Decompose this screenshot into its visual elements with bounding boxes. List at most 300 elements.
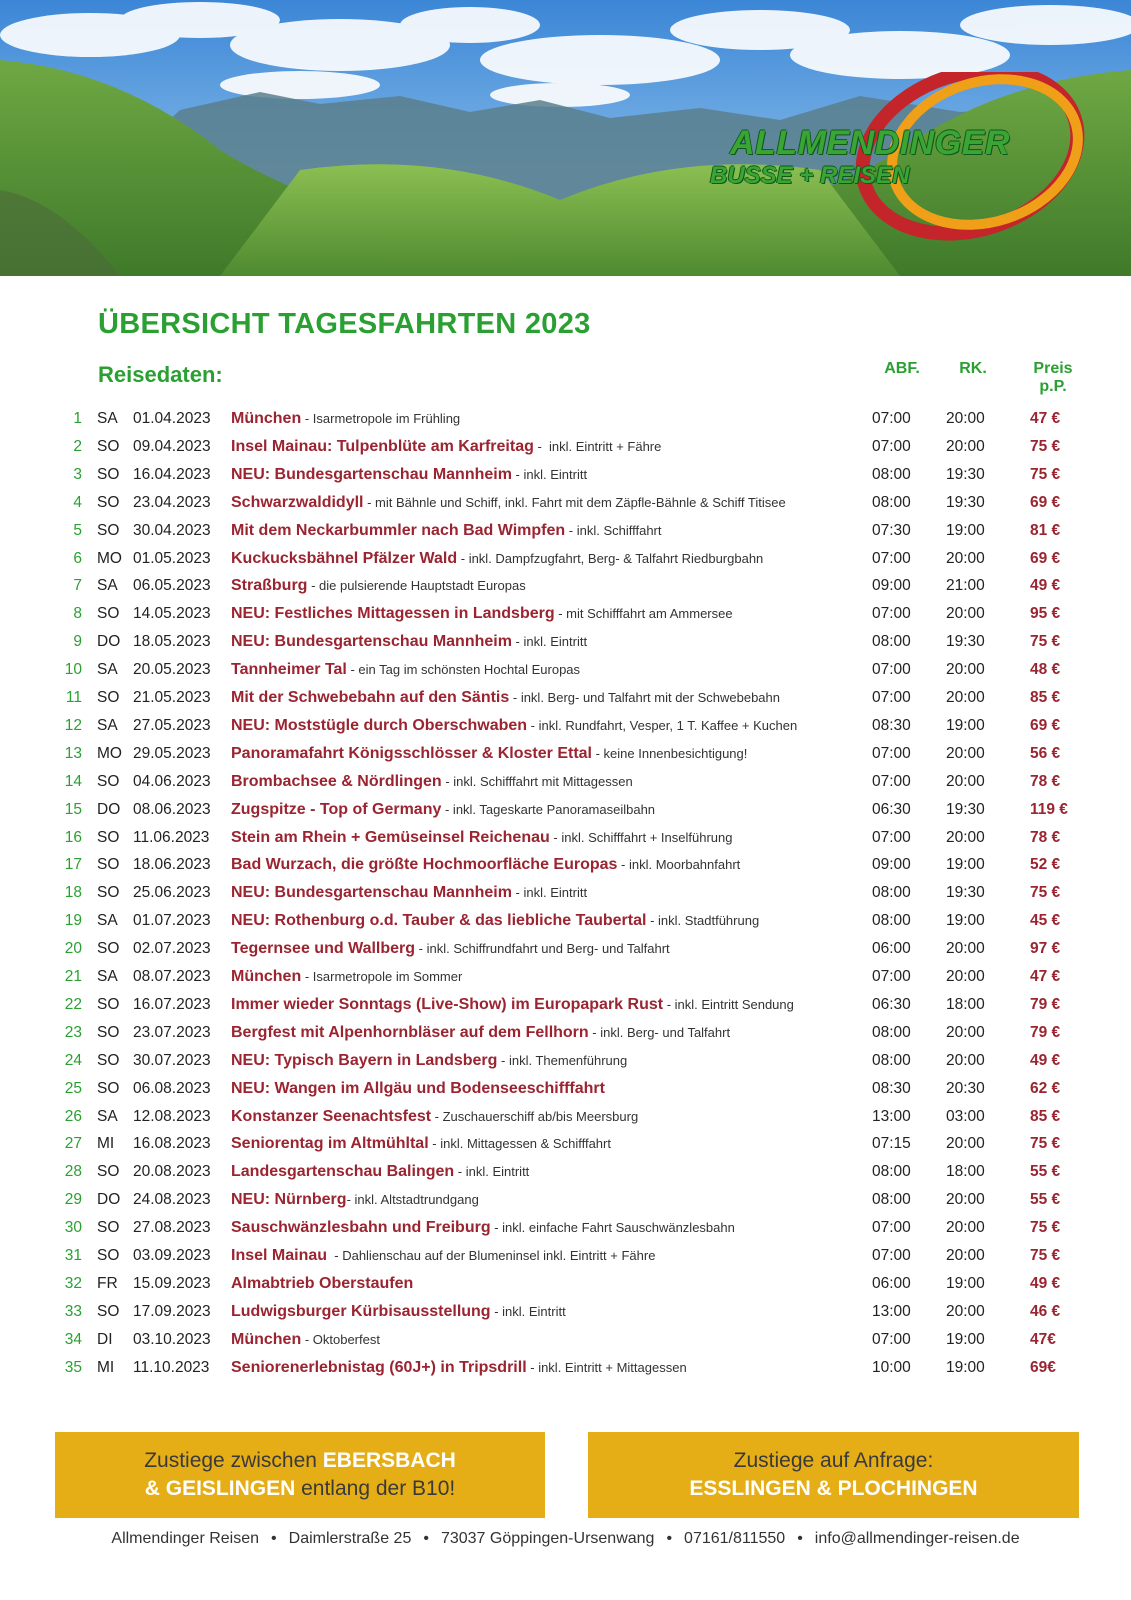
trip-date: 24.08.2023	[133, 1191, 211, 1209]
trip-date: 27.05.2023	[133, 716, 211, 734]
on-request-text: Zustiege auf Anfrage:	[733, 1449, 934, 1472]
trip-departure-time: 08:00	[872, 884, 911, 902]
trip-departure-time: 07:00	[872, 828, 911, 846]
trip-date: 01.04.2023	[133, 410, 211, 427]
trip-note: - inkl. Rundfahrt, Vesper, 1 T. Kaffee + Kuchen	[527, 717, 798, 733]
trip-price: 49 €	[1030, 1051, 1061, 1069]
trip-note: - die pulsierende Hauptstadt Europas	[307, 578, 526, 594]
trip-departure-time: 13:00	[872, 1107, 911, 1125]
trip-price: 55 €	[1030, 1191, 1061, 1209]
trip-price: 79 €	[1030, 1023, 1061, 1041]
trip-weekday: SO	[97, 828, 120, 846]
trip-weekday: DO	[97, 800, 121, 818]
table-row	[0, 628, 1131, 656]
trip-title: München	[231, 968, 302, 985]
trip-return-time: 19:30	[946, 800, 985, 818]
trip-return-time: 20:00	[946, 744, 985, 762]
trip-number: 3	[73, 465, 82, 483]
trip-price: 55 €	[1030, 1163, 1061, 1181]
trip-note: - inkl. Eintritt	[511, 634, 588, 650]
trip-title: Stein am Rhein + Gemüseinsel Reichenau	[231, 828, 550, 846]
trip-note: - inkl. Eintritt	[511, 466, 588, 482]
table-row	[0, 935, 1131, 963]
trip-note: - inkl. Berg- und Talfahrt mit der Schwebebahn	[509, 690, 780, 705]
trip-date: 27.08.2023	[133, 1219, 211, 1237]
trip-return-time: 21:00	[946, 577, 985, 595]
trip-price: 56 €	[1030, 744, 1061, 762]
trip-number: 29	[64, 1191, 82, 1209]
table-row	[0, 1270, 1131, 1298]
trip-title: Straßburg	[231, 577, 308, 595]
trip-title: NEU: Bundesgartenschau Mannheim	[231, 884, 512, 902]
trip-weekday: SO	[97, 437, 120, 455]
trip-title: NEU: Bundesgartenschau Mannheim	[231, 633, 512, 651]
footer-separator: •	[797, 1530, 803, 1547]
table-row	[0, 796, 1131, 824]
table-row	[0, 433, 1131, 461]
trip-return-time: 20:00	[946, 437, 985, 455]
trip-return-time: 20:00	[946, 828, 985, 846]
trip-note: - inkl. Eintritt + Fähre	[533, 438, 662, 454]
column-header-price: Preis p.P.	[1033, 360, 1073, 395]
trip-date: 20.05.2023	[133, 661, 211, 679]
table-row	[0, 768, 1131, 796]
trip-number: 11	[65, 689, 82, 706]
table-row	[0, 991, 1131, 1019]
trip-price: 97 €	[1030, 940, 1061, 958]
trip-date: 01.07.2023	[133, 912, 211, 930]
trip-return-time: 19:00	[946, 716, 985, 734]
trip-price: 45 €	[1030, 912, 1061, 930]
trip-departure-time: 07:00	[872, 744, 911, 762]
trip-date: 20.08.2023	[133, 1163, 211, 1181]
trip-return-time: 19:30	[946, 493, 985, 511]
trip-description	[231, 1270, 851, 1298]
table-row	[0, 517, 1131, 545]
footer-phone[interactable]: 07161/811550	[684, 1530, 786, 1547]
trip-weekday: SA	[97, 1107, 118, 1125]
trip-number: 10	[64, 661, 82, 679]
trip-price: 75 €	[1030, 1135, 1061, 1153]
trip-title: Seniorentag im Altmühltal	[231, 1135, 429, 1153]
column-header-departure: ABF.	[884, 360, 920, 377]
trip-weekday: SO	[97, 605, 120, 623]
table-row	[0, 489, 1131, 517]
trip-price: 62 €	[1030, 1079, 1061, 1097]
trip-title: München	[231, 410, 302, 427]
trip-description	[231, 684, 851, 712]
trip-weekday: SA	[97, 912, 118, 930]
trip-number: 33	[64, 1302, 82, 1320]
trip-price: 47 €	[1030, 410, 1061, 427]
table-row	[0, 1354, 1131, 1382]
trip-number: 1	[73, 410, 82, 427]
trip-price: 75 €	[1030, 465, 1061, 483]
trip-departure-time: 09:00	[872, 577, 911, 595]
trip-description	[231, 824, 851, 852]
trip-number: 34	[64, 1330, 82, 1348]
trip-title: Brombachsee & Nördlingen	[231, 772, 442, 790]
trip-note: - inkl. Eintritt	[511, 885, 588, 901]
trip-number: 31	[64, 1247, 82, 1264]
trip-number: 13	[64, 744, 82, 762]
trip-departure-time: 08:00	[872, 1051, 911, 1069]
trip-return-time: 03:00	[946, 1107, 985, 1125]
trip-date: 12.08.2023	[133, 1107, 211, 1125]
trip-return-time: 20:00	[946, 1247, 985, 1264]
trip-price: 69 €	[1030, 716, 1061, 734]
trip-return-time: 20:00	[946, 1219, 985, 1237]
trip-note: - inkl. Schifffahrt mit Mittagessen	[441, 773, 633, 789]
trip-title: München	[231, 1330, 302, 1348]
trip-price: 78 €	[1030, 828, 1061, 846]
trip-title: Insel Mainau: Tulpenblüte am Karfreitag	[231, 437, 534, 455]
trip-return-time: 19:00	[946, 1274, 985, 1292]
footer-email[interactable]: info@allmendinger-reisen.de	[814, 1530, 1020, 1547]
trip-note: - mit Schifffahrt am Ammersee	[554, 606, 733, 622]
trip-title: Immer wieder Sonntags (Live-Show) im Europapark Rust	[231, 995, 664, 1013]
trip-weekday: SA	[97, 410, 118, 427]
trip-note: - inkl. Eintritt	[454, 1164, 530, 1180]
trip-weekday: SO	[97, 465, 120, 483]
trip-weekday: SO	[97, 772, 120, 790]
trip-title: NEU: Wangen im Allgäu und Bodenseeschifffahrt	[231, 1079, 605, 1097]
trip-departure-time: 08:00	[872, 493, 911, 511]
trip-weekday: SO	[97, 884, 120, 902]
trip-date: 03.09.2023	[133, 1247, 211, 1264]
trip-departure-time: 10:00	[872, 1358, 911, 1376]
trip-price: 47 €	[1030, 968, 1061, 985]
trip-departure-time: 06:30	[872, 800, 911, 818]
boarding-highlight: & GEISLINGEN	[144, 1477, 296, 1500]
trip-weekday: DO	[97, 1191, 121, 1209]
trip-description	[231, 461, 851, 489]
trip-description	[231, 1103, 851, 1131]
trip-weekday: SO	[97, 1302, 120, 1320]
on-request-highlight: ESSLINGEN & PLOCHINGEN	[689, 1477, 978, 1500]
trip-number: 35	[64, 1358, 82, 1376]
trip-date: 21.05.2023	[133, 689, 211, 706]
trip-description	[231, 600, 851, 628]
trip-note: - keine Innenbesichtigung!	[591, 745, 748, 761]
trip-departure-time: 08:00	[872, 1163, 911, 1181]
table-row	[0, 740, 1131, 768]
trip-title: NEU: Nürnberg	[231, 1191, 347, 1209]
trip-number: 24	[64, 1051, 82, 1069]
trip-title: Landesgartenschau Balingen	[231, 1163, 455, 1181]
trip-number: 6	[73, 549, 82, 567]
table-row	[0, 1075, 1131, 1103]
trip-date: 11.06.2023	[133, 828, 210, 846]
trip-note: - inkl. Tageskarte Panoramaseilbahn	[441, 801, 656, 817]
trip-title: Tannheimer Tal	[231, 661, 347, 679]
trip-description	[231, 712, 851, 740]
page-title: ÜBERSICHT TAGESFAHRTEN 2023	[98, 308, 591, 340]
trip-description	[231, 991, 851, 1019]
trip-return-time: 20:00	[946, 772, 985, 790]
trip-return-time: 20:00	[946, 1191, 985, 1209]
trip-note: - ein Tag im schönsten Hochtal Europas	[346, 662, 581, 678]
trip-return-time: 19:00	[946, 1330, 985, 1348]
trip-price: 85 €	[1030, 1107, 1061, 1125]
trip-description	[231, 517, 851, 545]
trip-description	[231, 1214, 851, 1242]
trip-departure-time: 08:00	[872, 1191, 911, 1209]
trip-weekday: SO	[97, 940, 120, 958]
trip-number: 20	[64, 940, 82, 958]
table-row	[0, 1130, 1131, 1158]
table-row	[0, 545, 1131, 573]
table-row	[0, 824, 1131, 852]
trip-description	[231, 1242, 851, 1270]
trip-title: NEU: Bundesgartenschau Mannheim	[231, 465, 512, 483]
table-row	[0, 1103, 1131, 1131]
trip-note: - inkl. Dampfzugfahrt, Berg- & Talfahrt Riedburgbahn	[457, 550, 764, 566]
trip-number: 17	[64, 856, 82, 874]
trip-weekday: SO	[97, 1079, 120, 1097]
table-row	[0, 1186, 1131, 1214]
trip-note: - inkl. Mittagessen & Schifffahrt	[428, 1136, 611, 1152]
table-row	[0, 907, 1131, 935]
trip-note: - Isarmetropole im Sommer	[301, 969, 463, 984]
trip-weekday: MO	[97, 744, 122, 762]
on-request-info-box	[588, 1432, 1079, 1518]
trip-date: 06.05.2023	[133, 577, 211, 595]
trip-departure-time: 07:00	[872, 410, 911, 427]
trip-weekday: SO	[97, 689, 120, 706]
footer-street: Daimlerstraße 25	[288, 1530, 412, 1547]
trip-departure-time: 08:00	[872, 1023, 911, 1041]
trip-departure-time: 08:30	[872, 1079, 911, 1097]
trip-description	[231, 935, 851, 963]
trip-return-time: 20:00	[946, 689, 985, 706]
trip-number: 7	[73, 577, 82, 595]
trip-note: - inkl. Schifffahrt + Inselführung	[549, 829, 733, 845]
trip-departure-time: 07:00	[872, 605, 911, 623]
trip-price: 81 €	[1030, 521, 1061, 539]
trip-title: Bergfest mit Alpenhornbläser auf dem Fellhorn	[231, 1023, 589, 1041]
trip-weekday: DO	[97, 633, 121, 651]
trip-weekday: SO	[97, 1051, 120, 1069]
trip-date: 25.06.2023	[133, 884, 211, 902]
footer-city: 73037 Göppingen-Ursenwang	[440, 1530, 655, 1547]
trip-number: 15	[64, 800, 82, 818]
boarding-text: entlang der B10!	[295, 1477, 456, 1500]
trip-date: 04.06.2023	[133, 772, 211, 790]
trip-description	[231, 545, 851, 573]
trip-number: 2	[73, 437, 82, 455]
trip-departure-time: 07:00	[872, 689, 911, 706]
trip-price: 69 €	[1030, 549, 1061, 567]
trip-number: 26	[64, 1107, 82, 1125]
trip-note: - inkl. Stadtführung	[646, 913, 760, 929]
trip-date: 09.04.2023	[133, 437, 211, 455]
trip-date: 18.05.2023	[133, 633, 211, 651]
trip-description	[231, 628, 851, 656]
trip-number: 5	[73, 521, 82, 539]
table-row	[0, 1326, 1131, 1354]
trip-price: 46 €	[1030, 1302, 1061, 1320]
trip-note: - inkl. Berg- und Talfahrt	[588, 1024, 731, 1040]
trip-note: - Zuschauerschiff ab/bis Meersburg	[431, 1108, 639, 1124]
trip-description	[231, 656, 851, 684]
trip-description	[231, 1047, 851, 1075]
trip-number: 14	[64, 772, 82, 790]
trip-return-time: 19:00	[946, 521, 985, 539]
trip-title: Tegernsee und Wallberg	[231, 940, 416, 958]
trip-date: 16.04.2023	[133, 465, 211, 483]
trip-date: 06.08.2023	[133, 1079, 211, 1097]
trip-price: 75 €	[1030, 1247, 1061, 1264]
trip-number: 9	[73, 633, 82, 651]
trip-number: 21	[64, 968, 82, 985]
trip-price: 49 €	[1030, 577, 1061, 595]
table-row	[0, 684, 1131, 712]
trip-weekday: SA	[97, 968, 118, 985]
trip-price: 119 €	[1030, 800, 1068, 818]
trip-description	[231, 1075, 851, 1103]
trip-date: 23.07.2023	[133, 1023, 211, 1041]
table-row	[0, 1298, 1131, 1326]
table-row	[0, 712, 1131, 740]
trip-note: - inkl. Eintritt + Mittagessen	[526, 1359, 687, 1375]
trip-price: 85 €	[1030, 689, 1061, 706]
table-row	[0, 572, 1131, 600]
trip-price: 69€	[1030, 1358, 1056, 1376]
trip-price: 52 €	[1030, 856, 1061, 874]
trip-return-time: 20:00	[946, 1302, 985, 1320]
trip-departure-time: 07:00	[872, 1247, 911, 1264]
trip-description	[231, 1354, 851, 1382]
trip-note: - mit Bähnle und Schiff, inkl. Fahrt mit dem Zäpfle-Bähnle & Schiff Titisee	[363, 494, 786, 510]
trip-price: 75 €	[1030, 633, 1061, 651]
trip-weekday: SA	[97, 716, 118, 734]
trip-departure-time: 07:00	[872, 968, 911, 985]
trip-title: Insel Mainau	[231, 1247, 328, 1264]
trip-departure-time: 09:00	[872, 856, 911, 874]
trip-return-time: 20:00	[946, 410, 985, 427]
brand-logo	[700, 72, 1100, 252]
trip-description	[231, 1298, 851, 1326]
table-row	[0, 1047, 1131, 1075]
trip-return-time: 18:00	[946, 1163, 985, 1181]
trip-weekday: SO	[97, 493, 120, 511]
trip-description	[231, 405, 851, 433]
trip-return-time: 20:00	[946, 940, 985, 958]
trip-price: 69 €	[1030, 493, 1061, 511]
footer-contact	[0, 1530, 1131, 1548]
trip-number: 25	[64, 1079, 82, 1097]
trip-number: 27	[64, 1135, 82, 1153]
trip-date: 17.09.2023	[133, 1302, 211, 1320]
trip-title: Bad Wurzach, die größte Hochmoorfläche Europas	[231, 856, 618, 874]
trip-description	[231, 907, 851, 935]
trip-departure-time: 13:00	[872, 1302, 911, 1320]
trip-date: 08.07.2023	[133, 968, 211, 985]
trip-return-time: 18:00	[946, 995, 985, 1013]
trip-departure-time: 07:00	[872, 661, 911, 679]
trip-departure-time: 08:30	[872, 716, 911, 734]
trip-title: Seniorenerlebnistag (60J+) in Tripsdrill	[231, 1358, 527, 1376]
trip-price: 95 €	[1030, 605, 1061, 623]
trip-title: Sauschwänzlesbahn und Freiburg	[231, 1219, 491, 1237]
trip-departure-time: 07:00	[872, 549, 911, 567]
trip-weekday: MI	[97, 1135, 115, 1153]
boarding-info-box	[55, 1432, 545, 1518]
trip-price: 75 €	[1030, 884, 1061, 902]
trip-description	[231, 1326, 851, 1354]
trip-departure-time: 07:00	[872, 1330, 911, 1348]
brand-tagline: BUSSE + REISEN	[710, 162, 910, 189]
trip-number: 18	[64, 884, 82, 902]
trip-weekday: SA	[97, 577, 118, 595]
trip-note: - Oktoberfest	[301, 1331, 380, 1347]
table-row	[0, 405, 1131, 433]
trip-title: NEU: Typisch Bayern in Landsberg	[231, 1051, 498, 1069]
trip-departure-time: 07:00	[872, 1219, 911, 1237]
trip-note: - inkl. Moorbahnfahrt	[617, 857, 741, 873]
trip-date: 03.10.2023	[133, 1330, 211, 1348]
trip-weekday: SO	[97, 995, 120, 1013]
trip-return-time: 20:00	[946, 1051, 985, 1069]
trip-return-time: 19:00	[946, 1358, 985, 1376]
trip-departure-time: 07:00	[872, 437, 911, 455]
trip-return-time: 19:00	[946, 856, 985, 874]
trip-description	[231, 1158, 851, 1186]
trip-weekday: SO	[97, 521, 120, 539]
trip-date: 18.06.2023	[133, 856, 211, 874]
trip-return-time: 20:00	[946, 661, 985, 679]
trip-description	[231, 433, 851, 461]
trip-departure-time: 08:00	[872, 633, 911, 651]
trip-number: 32	[64, 1274, 82, 1292]
section-subtitle: Reisedaten:	[98, 362, 223, 387]
trip-description	[231, 796, 851, 824]
footer-separator: •	[423, 1530, 429, 1547]
trip-title: Mit dem Neckarbummler nach Bad Wimpfen	[231, 521, 566, 539]
trip-weekday: DI	[97, 1330, 113, 1348]
trip-date: 11.10.2023	[133, 1358, 210, 1376]
trip-weekday: SO	[97, 1023, 120, 1041]
trip-date: 29.05.2023	[133, 744, 211, 762]
trip-number: 4	[73, 493, 82, 511]
trip-return-time: 19:30	[946, 465, 985, 483]
boarding-highlight: EBERSBACH	[322, 1449, 456, 1472]
trip-return-time: 20:00	[946, 968, 985, 985]
trip-title: Kuckucksbähnel Pfälzer Wald	[231, 549, 458, 567]
trip-price: 75 €	[1030, 437, 1061, 455]
table-row	[0, 656, 1131, 684]
trip-description	[231, 1019, 851, 1047]
trip-weekday: SO	[97, 856, 120, 874]
trip-title: Konstanzer Seenachtsfest	[231, 1107, 432, 1125]
footer-company: Allmendinger Reisen	[111, 1530, 260, 1547]
trip-description	[231, 851, 851, 879]
trip-return-time: 19:30	[946, 884, 985, 902]
trip-date: 01.05.2023	[133, 549, 211, 567]
trip-price: 79 €	[1030, 995, 1061, 1013]
table-row	[0, 1158, 1131, 1186]
boarding-text: Zustiege zwischen	[144, 1449, 323, 1472]
trip-weekday: FR	[97, 1274, 118, 1292]
trip-weekday: MO	[97, 549, 122, 567]
trip-date: 08.06.2023	[133, 800, 211, 818]
trip-title: Almabtrieb Oberstaufen	[231, 1274, 414, 1292]
trip-note: - inkl. Themenführung	[497, 1052, 628, 1068]
table-row	[0, 1019, 1131, 1047]
trip-return-time: 19:30	[946, 633, 985, 651]
trip-note: - inkl. einfache Fahrt Sauschwänzlesbahn	[490, 1220, 735, 1236]
